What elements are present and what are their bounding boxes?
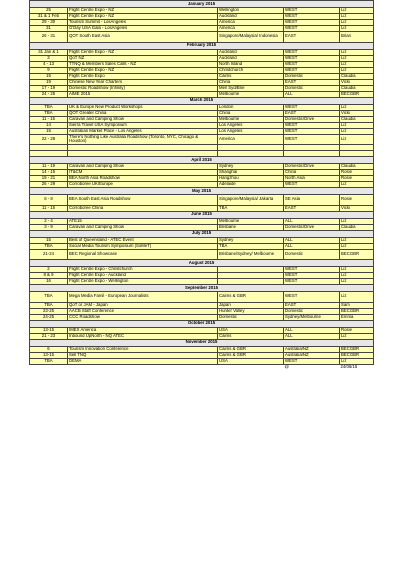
event-cell: BEC Regional Showcase (68, 249, 218, 260)
contact-cell: Liz (340, 267, 374, 273)
event-cell: Flight Centre Expo - Auckland (68, 273, 218, 279)
footer-date: 24/06/15 (340, 364, 374, 370)
month-header-row (30, 42, 374, 49)
contact-cell: Liz (340, 237, 374, 243)
event-cell: Sierra Travel USA Symposium (68, 122, 218, 128)
location-cell: America (218, 134, 284, 145)
location-cell: Brisbane (218, 224, 284, 230)
month-header-row (30, 230, 374, 237)
contact-cell: Sam (340, 302, 374, 308)
month-header-row (30, 260, 374, 267)
location-cell: Domestic (218, 314, 284, 320)
contact-cell: Claudia (340, 224, 374, 230)
region-cell: EAST (284, 32, 340, 43)
region-cell: Domestic/Drive (284, 224, 340, 230)
month-header-row (30, 97, 374, 104)
event-cell: Caravan and Camping Show (68, 224, 218, 230)
event-cell: Mega Media Famil - European Journalists (68, 292, 218, 303)
date-cell: 15 (30, 237, 68, 243)
date-cell: 2 (30, 267, 68, 273)
contact-cell: Liz (340, 182, 374, 188)
region-cell: WEST (284, 267, 340, 273)
date-cell: 6 (30, 346, 68, 352)
region-cell: WEST (284, 273, 340, 279)
date-cell: 21-24 (30, 249, 68, 260)
date-cell: 24-25 (30, 314, 68, 320)
footer-row (30, 364, 374, 370)
region-cell: Australia/NZ (284, 352, 340, 358)
footer-blank (30, 364, 68, 370)
event-row (30, 195, 374, 206)
location-cell: Singapore/Malaysia/ Indonesia (218, 32, 284, 43)
event-cell: Caravan and Camping Show (68, 164, 218, 170)
contact-cell: Liz (340, 358, 374, 364)
location-cell: China (218, 79, 284, 85)
event-cell: IMEX America (68, 327, 218, 333)
contact-cell: BECGBR (340, 308, 374, 314)
region-cell: WEST (284, 26, 340, 32)
location-cell: America (218, 26, 284, 32)
date-cell: 11 - 19 (30, 164, 68, 170)
event-cell: Australian Market Place - Los Angeles (68, 128, 218, 134)
date-cell: 23-25 (30, 308, 68, 314)
event-row (30, 249, 374, 260)
contact-cell: Claudia (340, 116, 374, 122)
date-cell: 13-15 (30, 327, 68, 333)
contact-cell: Liz (340, 333, 374, 339)
location-cell: London (218, 104, 284, 110)
date-cell: 3 - 9 (30, 224, 68, 230)
location-cell: North Island (218, 61, 284, 67)
month-title: September 2015 (30, 285, 374, 292)
event-cell: QOT South East Asia (68, 32, 218, 43)
contact-cell: Rosie (340, 327, 374, 333)
contact-cell: Rosie (340, 170, 374, 176)
month-title: March 2015 (30, 97, 374, 104)
date-cell: 26 - 29 (30, 182, 68, 188)
month-title: February 2015 (30, 42, 374, 49)
region-cell: WEST (284, 122, 340, 128)
footer-blank (68, 364, 218, 370)
date-cell: 31 (30, 26, 68, 32)
month-title: January 2015 (30, 1, 374, 8)
location-cell: America (218, 20, 284, 26)
location-cell: Melbourne (218, 116, 284, 122)
event-cell: Caravan and Camping Show (68, 116, 218, 122)
region-cell: WEST (284, 358, 340, 364)
event-cell: Tourism Summit - LosAngeles (68, 20, 218, 26)
contact-cell: Liz (340, 8, 374, 14)
contact-cell: Vicki (340, 110, 374, 116)
contact-cell: Liz (340, 20, 374, 26)
month-title: April 2015 (30, 157, 374, 164)
contact-cell: Liz (340, 273, 374, 279)
event-cell: Flight Centre Expo - NZ (68, 8, 218, 14)
event-cell: QoT NZ (68, 55, 218, 61)
region-cell: Australia/NZ (284, 346, 340, 352)
event-cell: Corroboree China (68, 205, 218, 211)
contact-cell: Liz (340, 218, 374, 224)
event-cell: Flight Centre Expo - NZ (68, 14, 218, 20)
region-cell: North Asia (284, 176, 340, 182)
event-cell: BEA North Asia Roadshow (68, 176, 218, 182)
month-header-row (30, 1, 374, 8)
event-cell: ATE15 (68, 218, 218, 224)
event-cell: AIME 2015 (68, 91, 218, 97)
month-header-row (30, 157, 374, 164)
region-cell: ALL (284, 237, 340, 243)
contact-cell: Claudia (340, 73, 374, 79)
date-cell: TBA (30, 358, 68, 364)
event-cell: Flight Centre Expo - Christchurch (68, 267, 218, 273)
event-cell: There's Nothing Like Australia Roadshow (Toronto, NYC, Chicago & Houston) (68, 134, 218, 145)
event-cell: G'Day USA Gala - LosAngeles (68, 26, 218, 32)
location-cell: Cairns & GBR (218, 352, 284, 358)
contact-cell: Liz (340, 243, 374, 249)
event-cell: Inbound UpNorth - NQ ATEC (68, 333, 218, 339)
date-cell: TBA (30, 302, 68, 308)
region-cell: ALL (284, 333, 340, 339)
region-cell: EAST (284, 302, 340, 308)
date-cell: 11 - 16 (30, 116, 68, 122)
contact-cell: Liz (340, 61, 374, 67)
location-cell: Melbourne (218, 218, 284, 224)
month-title: August 2015 (30, 260, 374, 267)
date-cell: 17 - 19 (30, 85, 68, 91)
event-cell: CCC Roadshow (68, 314, 218, 320)
contact-cell: Liz (340, 26, 374, 32)
location-cell: Los Angeles (218, 128, 284, 134)
contact-cell: Claudia (340, 85, 374, 91)
region-cell: EAST (284, 205, 340, 211)
region-cell: ALL (284, 218, 340, 224)
region-cell: ALL (284, 91, 340, 97)
date-cell: 29 - 30 (30, 20, 68, 26)
contact-cell: Liz (340, 67, 374, 73)
location-cell: Cairns & GBR (218, 346, 284, 352)
footer-blank (218, 364, 284, 370)
region-cell: WEST (284, 279, 340, 285)
event-calendar-table (29, 0, 374, 370)
event-row (30, 134, 374, 145)
date-cell: TBA (30, 104, 68, 110)
month-title: November 2015 (30, 339, 374, 346)
event-cell: Tourism Innovation Conference (68, 346, 218, 352)
date-cell: 16 (30, 279, 68, 285)
event-cell: TTNQ & Members Sales Calls - NZ (68, 61, 218, 67)
date-cell: 9 (30, 67, 68, 73)
location-cell: Brisbane/Sydney/ Melbourne (218, 249, 284, 260)
region-cell: WEST (284, 182, 340, 188)
date-cell: 2 - 4 (30, 218, 68, 224)
contact-cell: Vicki (340, 79, 374, 85)
date-cell: 15 (30, 73, 68, 79)
region-cell: WEST (284, 104, 340, 110)
location-cell: Cairns (218, 73, 284, 79)
date-cell: 19 - 21 (30, 176, 68, 182)
date-cell: TBA (30, 292, 68, 303)
month-title: May 2015 (30, 188, 374, 195)
region-cell: WEST (284, 14, 340, 20)
event-cell: QoT or JAM - Japan (68, 302, 218, 308)
calendar-body (30, 1, 374, 370)
location-cell: TBA (218, 205, 284, 211)
event-cell: IT&CM (68, 170, 218, 176)
contact-cell: Liz (340, 279, 374, 285)
month-header-row (30, 339, 374, 346)
contact-cell: Liz (340, 128, 374, 134)
region-cell: Domestic (284, 73, 340, 79)
contact-cell: Liz (340, 55, 374, 61)
region-cell: WEST (284, 55, 340, 61)
date-cell: 13-15 (30, 352, 68, 358)
event-row (30, 292, 374, 303)
region-cell: Domestic/Drive (284, 164, 340, 170)
contact-cell: Rosie (340, 176, 374, 182)
location-cell: USA (218, 327, 284, 333)
region-cell: WEST (284, 134, 340, 145)
month-header-row (30, 320, 374, 327)
location-cell: Mel/ Syd/Bne (218, 85, 284, 91)
event-calendar-sheet (29, 0, 373, 370)
region-cell: WEST (284, 49, 340, 55)
date-cell: TBA (30, 243, 68, 249)
location-cell: China (218, 110, 284, 116)
location-cell: Auckland (218, 14, 284, 20)
event-cell: Best of Queensland - ATEC Event (68, 237, 218, 243)
region-cell: EAST (284, 79, 340, 85)
location-cell: Melbourne (218, 91, 284, 97)
region-cell: SE Asia (284, 195, 340, 206)
event-cell: Flight Centre Expo - Wellington (68, 279, 218, 285)
event-cell: Chinese New Year Charters (68, 79, 218, 85)
date-cell: 6 - 8 (30, 195, 68, 206)
location-cell: Auckland (218, 49, 284, 55)
region-cell: WEST (284, 128, 340, 134)
location-cell: Singapore/Malaysia/ Jakarta (218, 195, 284, 206)
date-cell: 26 - 31 (30, 32, 68, 43)
region-cell: Sydney/Melbourne (284, 314, 340, 320)
region-cell: ALL (284, 327, 340, 333)
location-cell: Los Angeles (218, 122, 284, 128)
event-cell: Flight Centre Expo - NZ (68, 49, 218, 55)
date-cell: TBA (30, 110, 68, 116)
contact-cell: Liz (340, 134, 374, 145)
date-cell: 22 - 28 (30, 134, 68, 145)
month-header-row (30, 285, 374, 292)
region-cell: EAST (284, 110, 340, 116)
event-cell: DEMA (68, 358, 218, 364)
event-cell: Sell TNQ (68, 352, 218, 358)
region-cell: Domestic (284, 85, 340, 91)
month-header-row (30, 211, 374, 218)
contact-cell: BECGBR (340, 346, 374, 352)
date-cell: 8 & 9 (30, 273, 68, 279)
month-title: October 2015 (30, 320, 374, 327)
location-cell: Japan (218, 302, 284, 308)
date-cell: 24 - 25 (30, 91, 68, 97)
event-cell: Social Media Tourism Symposium (SoMeT) (68, 243, 218, 249)
event-cell: Flight Centre Expo (68, 73, 218, 79)
contact-cell: Claudia (340, 164, 374, 170)
contact-cell: Liz (340, 104, 374, 110)
location-cell: Hangzhou (218, 176, 284, 182)
contact-cell: Liz (340, 122, 374, 128)
month-header-row (30, 188, 374, 195)
contact-cell: Liz (340, 14, 374, 20)
region-cell: WEST (284, 292, 340, 303)
contact-cell: Emma (340, 314, 374, 320)
date-cell: 25 (30, 8, 68, 14)
event-cell: UK & Europe New Product Workshops (68, 104, 218, 110)
date-cell: 15 (30, 128, 68, 134)
date-cell: 31 & 1 Feb (30, 14, 68, 20)
region-cell: WEST (284, 20, 340, 26)
date-cell: 21 - 23 (30, 333, 68, 339)
region-cell: WEST (284, 67, 340, 73)
event-cell: Domestic Roadshow (Infinity) (68, 85, 218, 91)
location-cell: Hunter Valley (218, 308, 284, 314)
contact-cell: Brian (340, 32, 374, 43)
location-cell: Sydney (218, 164, 284, 170)
date-cell: 19 (30, 79, 68, 85)
location-cell: Sydney (218, 237, 284, 243)
region-cell: China (284, 170, 340, 176)
location-cell: TBA (218, 243, 284, 249)
month-title: June 2015 (30, 211, 374, 218)
region-cell: Domestic (284, 249, 340, 260)
location-cell: Adelaide (218, 182, 284, 188)
contact-cell: Rosie (340, 195, 374, 206)
contact-cell: Liz (340, 292, 374, 303)
region-cell: Domestic (284, 308, 340, 314)
date-cell: 31 Jan & 1 (30, 49, 68, 55)
month-title: July 2015 (30, 230, 374, 237)
contact-cell: BECGBR (340, 352, 374, 358)
footer-at: @ (284, 364, 340, 370)
event-cell: BEA South East Asia Roadshow (68, 195, 218, 206)
location-cell: Cairns (218, 333, 284, 339)
event-cell: Flight Centre Expo - NZ (68, 67, 218, 73)
location-cell: Christchurch (218, 67, 284, 73)
region-cell: ALL (284, 243, 340, 249)
location-cell: Wellington (218, 8, 284, 14)
location-cell: Cairns & GBR (218, 292, 284, 303)
date-cell: 11 - 15 (30, 205, 68, 211)
date-cell: 3 (30, 55, 68, 61)
contact-cell: BECGBR (340, 91, 374, 97)
date-cell: 4 - 13 (30, 61, 68, 67)
location-cell: Shanghai (218, 170, 284, 176)
location-cell: USA (218, 358, 284, 364)
contact-cell: Vicki (340, 205, 374, 211)
date-cell: 14 - 15 (30, 170, 68, 176)
contact-cell: BECGBR (340, 249, 374, 260)
region-cell: WEST (284, 8, 340, 14)
location-cell: Auckland (218, 55, 284, 61)
region-cell: Domestic/Drive (284, 116, 340, 122)
event-cell: Corroboree UK/Europe (68, 182, 218, 188)
date-cell: 14 (30, 122, 68, 128)
event-cell: QOT Greater China (68, 110, 218, 116)
region-cell: WEST (284, 61, 340, 67)
contact-cell: Liz (340, 49, 374, 55)
event-row (30, 32, 374, 43)
event-cell: AACB Staff Conference (68, 308, 218, 314)
